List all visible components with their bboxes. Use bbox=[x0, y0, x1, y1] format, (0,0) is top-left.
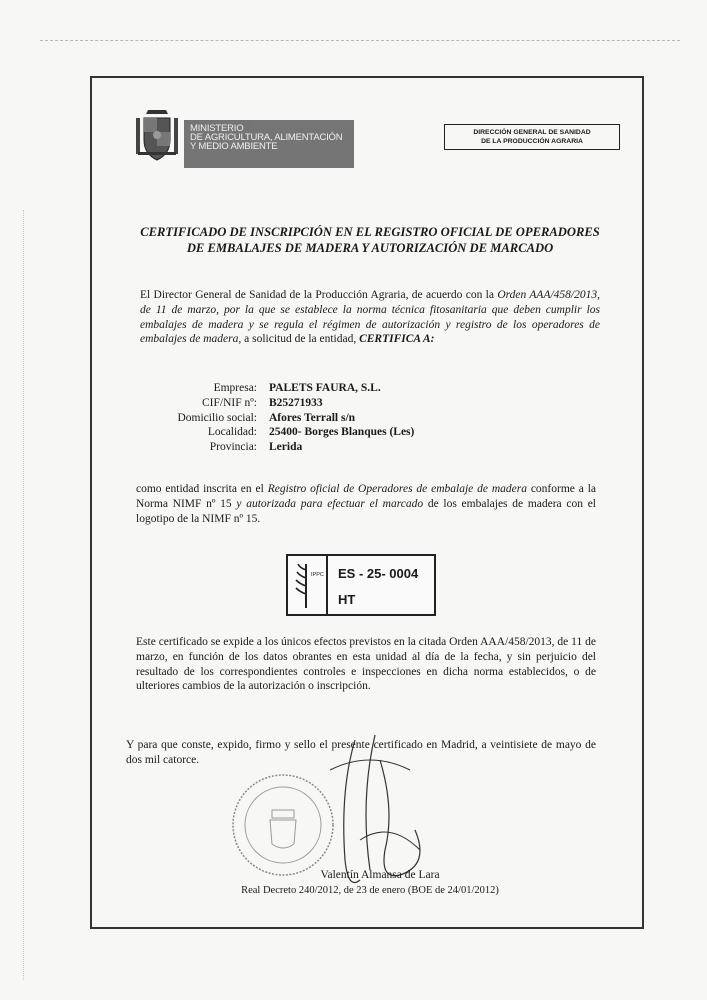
closing-paragraph: Y para que conste, expido, firmo y sello el presente certificado en Madrid, a veintisiete de mayo de dos mil catorce. bbox=[126, 739, 596, 766]
certificate-title bbox=[140, 224, 600, 256]
field-row bbox=[160, 425, 480, 440]
directorate-line: DIRECCIÓN GENERAL DE SANIDAD bbox=[473, 129, 591, 136]
field-row bbox=[160, 411, 480, 426]
certifica-label: CERTIFICA A: bbox=[359, 333, 435, 346]
directorate-box bbox=[444, 124, 620, 150]
field-row bbox=[160, 440, 480, 455]
coat-of-arms-icon bbox=[136, 108, 178, 164]
entity-details bbox=[160, 381, 480, 455]
registry-text: conforme a la Norma NIMF nº 15 bbox=[136, 483, 597, 510]
mark-divider bbox=[326, 556, 328, 614]
authorization-text: y autorizada para efectuar el marcado bbox=[236, 497, 424, 510]
intro-paragraph bbox=[140, 288, 600, 347]
registry-text: de los embalajes de madera con el logotipo de la NIMF nº 15. bbox=[136, 497, 596, 525]
field-label: Domicilio social: bbox=[177, 411, 257, 424]
field-label: Empresa: bbox=[213, 382, 257, 394]
scan-edge-top bbox=[40, 40, 680, 42]
company-value: PALETS FAURA, S.L. bbox=[269, 382, 381, 394]
wheat-icon bbox=[292, 560, 322, 610]
registry-paragraph bbox=[136, 482, 596, 526]
field-row bbox=[160, 396, 480, 411]
field-label: Localidad: bbox=[207, 426, 257, 439]
title-line: DE EMBALAJES DE MADERA Y AUTORIZACIÓN DE MARCADO bbox=[186, 241, 554, 255]
registry-text: como entidad inscrita en el bbox=[136, 483, 268, 495]
registry-name: Registro oficial de Operadores de embalaje de madera bbox=[267, 483, 527, 495]
intro-text-2: a solicitud de la entidad, bbox=[241, 333, 357, 346]
address-value: Afores Terrall s/n bbox=[269, 411, 356, 424]
orden-reference: Orden AAA/458/2013, de 11 de marzo, por la que se establece la norma técnica fitosanitaria que deben cumplir los embalajes de madera y se regula el régimen de autorización y registro de los operadores de embalajes de madera, bbox=[140, 289, 600, 346]
signer-name: Valentín Almansa de Lara bbox=[320, 869, 440, 881]
intro-text: El Director General de Sanidad de la Producción Agraria, de acuerdo con la bbox=[140, 289, 498, 301]
effects-paragraph: Este certificado se expide a los únicos efectos previstos en la citada Orden AAA/458/2013, de 11 de marzo, en función de los datos obrantes en esta unidad al día de la fecha, y sin perjuicio del resultado de los correspondientes controles e inspecciones en dicha norma establecidos, o de ulteriores cambios de la autorización o inscripción. bbox=[136, 636, 596, 693]
nimf15-mark bbox=[286, 554, 436, 616]
field-label: CIF/NIF nº: bbox=[201, 396, 257, 409]
ministry-header bbox=[184, 120, 354, 168]
decree-reference: Real Decreto 240/2012, de 23 de enero (BOE de 24/01/2012) bbox=[241, 885, 499, 896]
mark-code: ES - 25- 0004 bbox=[338, 566, 419, 581]
directorate-line: DE LA PRODUCCIÓN AGRARIA bbox=[481, 138, 583, 145]
ippc-letter: IPPC bbox=[311, 572, 324, 578]
field-label: Provincia: bbox=[209, 441, 257, 454]
province-value: Lerida bbox=[269, 441, 303, 454]
scan-edge-left bbox=[23, 210, 25, 980]
ministry-line: Y MEDIO AMBIENTE bbox=[190, 141, 278, 152]
tax-id-value: B25271933 bbox=[269, 396, 323, 409]
treatment-code: HT bbox=[338, 592, 356, 607]
field-row bbox=[160, 381, 480, 396]
locality-value: 25400- Borges Blanques (Les) bbox=[269, 426, 415, 439]
title-line: CERTIFICADO DE INSCRIPCIÓN EN EL REGISTRO OFICIAL DE OPERADORES bbox=[140, 225, 600, 239]
ministry-line: MINISTERIO bbox=[190, 123, 244, 134]
ministry-line: DE AGRICULTURA, ALIMENTACIÓN bbox=[190, 132, 343, 143]
